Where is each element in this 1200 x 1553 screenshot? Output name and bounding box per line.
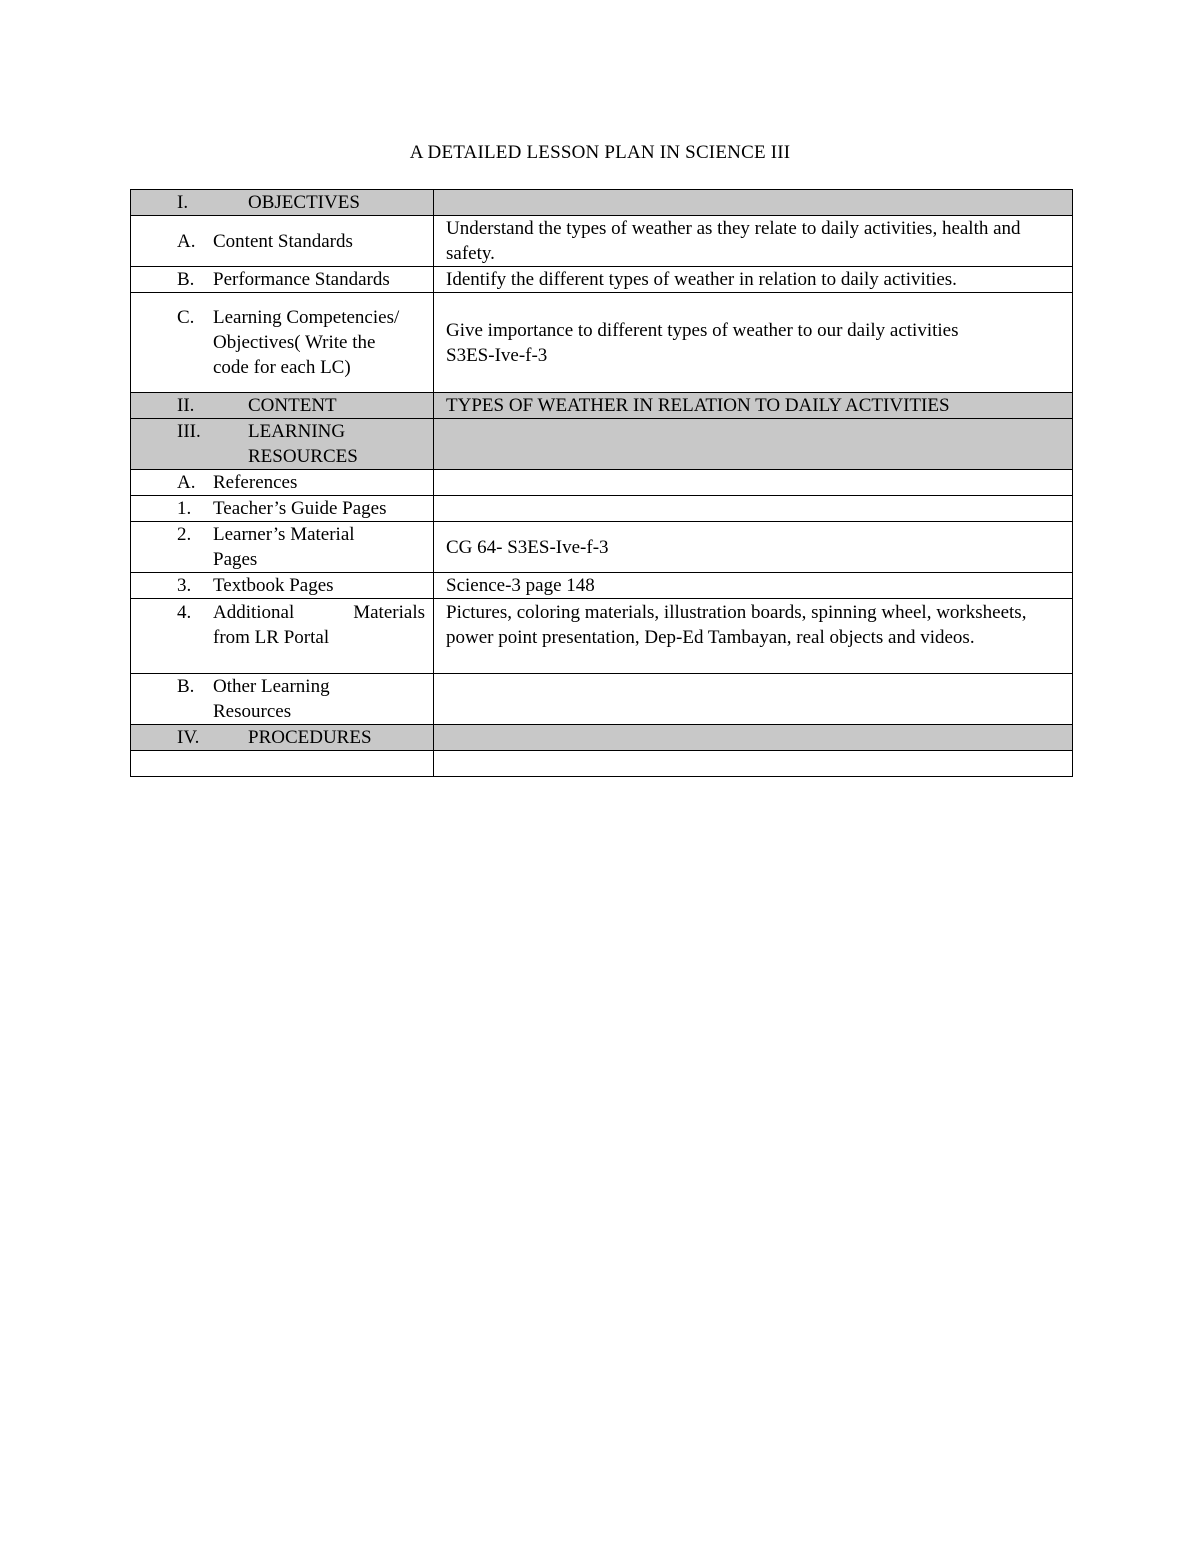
empty-row [131,751,1073,777]
learning-competencies-code: S3ES-Ive-f-3 [446,344,548,366]
references-value-cell [434,470,1073,496]
additional-materials-label-cell [131,599,434,674]
teachers-guide-value-cell [434,496,1073,522]
performance-standards-value-cell [434,267,1073,293]
references-label: References [213,472,298,493]
performance-standards-letter: B. [177,269,195,290]
learning-resources-label: LEARNING RESOURCES [248,421,358,467]
other-resources-row [131,674,1073,725]
other-resources-label-cell [131,674,434,725]
teachers-guide-row [131,496,1073,522]
learning-resources-header-cell [131,419,434,470]
procedures-header-cell [131,725,434,751]
additional-materials-value: Pictures, coloring materials, illustration boards, spinning wheel, worksheets, power point presentation, Dep-Ed Tambayan, real objects and videos. [446,602,1027,648]
content-value: TYPES OF WEATHER IN RELATION TO DAILY ACTIVITIES [446,395,950,416]
learning-competencies-value-cell [434,293,1073,393]
learning-competencies-row [131,293,1073,393]
learners-material-value-cell [434,522,1073,573]
textbook-label-cell [131,573,434,599]
additional-materials-label-word2: Materials [353,602,425,623]
learning-competencies-letter: C. [177,307,195,328]
content-header-row [131,393,1073,419]
content-value-cell [434,393,1073,419]
textbook-row [131,573,1073,599]
learners-material-label: Learner’s Material Pages [213,524,355,570]
other-resources-value-cell [434,674,1073,725]
learners-material-number: 2. [177,524,192,545]
textbook-number: 3. [177,575,192,596]
performance-standards-label: Performance Standards [213,269,390,290]
objectives-label: OBJECTIVES [248,192,360,213]
learning-resources-numeral: III. [177,421,201,442]
empty-left-cell [131,751,434,777]
additional-materials-number: 4. [177,602,192,623]
additional-materials-value-cell [434,599,1073,674]
content-numeral: II. [177,395,195,416]
procedures-label: PROCEDURES [248,727,372,748]
learning-resources-header-row [131,419,1073,470]
objectives-header-row [131,190,1073,216]
content-header-cell [131,393,434,419]
content-standards-value: Understand the types of weather as they relate to daily activities, health and safety. [446,218,1021,264]
performance-standards-value: Identify the different types of weather in relation to daily activities. [446,269,957,290]
content-label: CONTENT [248,395,337,416]
textbook-value-cell [434,573,1073,599]
other-resources-letter: B. [177,676,195,697]
learning-competencies-label-cell [131,293,434,393]
content-standards-value-cell [434,216,1073,267]
document-title: A DETAILED LESSON PLAN IN SCIENCE III [409,142,791,163]
learners-material-row [131,522,1073,573]
performance-standards-row [131,267,1073,293]
references-label-cell [131,470,434,496]
learners-material-value: CG 64- S3ES-Ive-f-3 [446,536,609,558]
references-row [131,470,1073,496]
content-standards-label: Content Standards [213,230,353,252]
performance-standards-label-cell [131,267,434,293]
additional-materials-row [131,599,1073,674]
teachers-guide-label-cell [131,496,434,522]
references-letter: A. [177,472,196,493]
textbook-label: Textbook Pages [213,575,334,596]
content-standards-row [131,216,1073,267]
objectives-header-cell [131,190,434,216]
procedures-numeral: IV. [177,727,200,748]
empty-right-cell [434,751,1073,777]
textbook-value: Science-3 page 148 [446,575,595,596]
learning-competencies-label: Learning Competencies/ Objectives( Write the code for each LC) [213,307,400,378]
procedures-header-row [131,725,1073,751]
lesson-plan-table [130,189,1073,777]
objectives-header-value [434,190,1073,216]
objectives-numeral: I. [177,192,189,213]
teachers-guide-label: Teacher’s Guide Pages [213,498,387,519]
additional-materials-label-line2: from LR Portal [213,627,330,648]
procedures-header-value [434,725,1073,751]
content-standards-letter: A. [177,230,196,252]
learning-resources-header-value [434,419,1073,470]
learning-competencies-value: Give importance to different types of weather to our daily activities [446,319,959,341]
other-resources-label: Other Learning Resources [213,676,330,722]
additional-materials-label-word1: Additional [213,602,295,623]
content-standards-label-cell [131,216,434,267]
teachers-guide-number: 1. [177,498,192,519]
learners-material-label-cell [131,522,434,573]
